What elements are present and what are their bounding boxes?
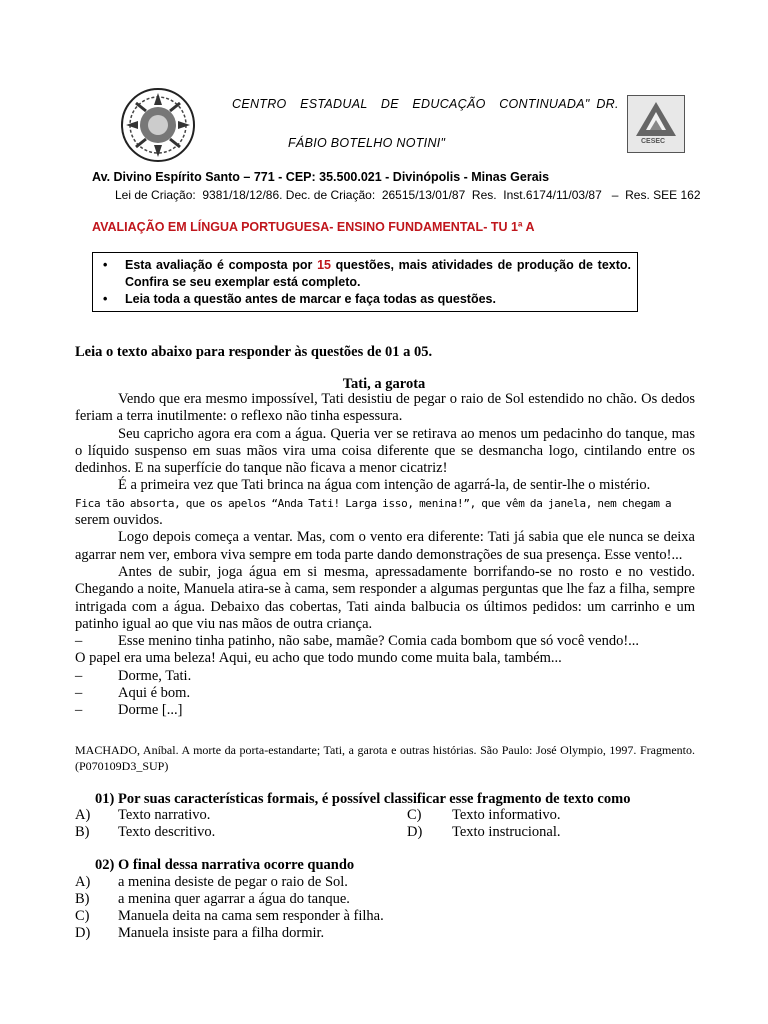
assessment-title: AVALIAÇÃO EM LÍNGUA PORTUGUESA- ENSINO FUNDAMENTAL- TU 1ª A <box>92 220 535 234</box>
dialogue-line <box>75 702 695 719</box>
bullet-icon: • <box>103 292 108 306</box>
question-01 <box>95 791 630 808</box>
question-count: 15 <box>317 258 331 272</box>
dialogue-dash: – <box>75 685 83 702</box>
story-paragraph: Antes de subir, joga água em si mesma, apressadamente borrifando-se no rosto e no vestido. Chegando a noite, Manuela atira-se à cama, sem responder a algumas perguntas que lhe faz a filha, sempre intrigada com a água. Debaixo das cobertas, Tati ainda balbucia os últimos pedidos: um carrinho e um patinho igual ao que viu nas mãos de outra criança. <box>75 563 695 632</box>
dialogue-text: Dorme, Tati. <box>118 667 192 684</box>
option-text: Texto instrucional. <box>452 824 561 840</box>
instruction-item <box>103 291 631 308</box>
story-paragraph: Seu capricho agora era com a água. Queria ver se retirava ao menos um pedacinho do tanque, mas o líquido suspenso em suas mãos vira uma coisa diferente que se desmancha logo, cintilando entre os dedinhos. E na superfície do tanque não ficava a menor cicatriz! <box>75 425 695 477</box>
institution-name-line2: FÁBIO BOTELHO NOTINI" <box>288 136 446 150</box>
institution-name-line1: CENTRO ESTADUAL DE EDUCAÇÃO CONTINUADA" DR. <box>232 97 619 111</box>
school-address: Av. Divino Espírito Santo – 771 - CEP: 35.500.021 - Divinópolis - Minas Gerais <box>92 170 550 184</box>
dialogue-text: Dorme [...] <box>118 702 183 719</box>
option-letter: B) <box>75 824 90 840</box>
story-title: Tati, a garota <box>342 376 426 392</box>
story-paragraph: Logo depois começa a ventar. Mas, com o vento era diferente: Tati já sabia que ele nunca se deixa agarrar nem ver, embora viva sempre em toda parte dando demonstrações de sua presença. Esse vento!... <box>75 529 695 563</box>
option-letter: B) <box>75 891 90 907</box>
reading-instruction: Leia o texto abaixo para responder às questões de 01 a 05. <box>75 344 433 360</box>
story-paragraph: serem ouvidos. <box>75 512 163 529</box>
dialogue-continuation: O papel era uma beleza! Aqui, eu acho que todo mundo come muita bala, também... <box>75 650 562 667</box>
story-paragraph: Vendo que era mesmo impossível, Tati desistiu de pegar o raio de Sol estendido no chão. Os dedos feriam a terra inutilmente: o reflexo não tinha espessura. <box>75 391 695 425</box>
instruction-text: Esta avaliação é composta por <box>125 258 313 272</box>
question-text: Por suas características formais, é possível classificar esse fragmento de texto como <box>117 791 631 807</box>
option-text: a menina quer agarrar a água do tanque. <box>118 891 350 907</box>
bullet-icon: • <box>103 258 108 272</box>
option-text: Texto descritivo. <box>118 824 216 840</box>
story-text <box>75 391 695 720</box>
instruction-text: Leia toda a questão antes de marcar e faça todas as questões. <box>125 292 496 306</box>
dialogue-dash: – <box>75 702 83 719</box>
cesec-logo <box>627 95 685 153</box>
dialogue-line <box>75 633 695 650</box>
creation-law: Lei de Criação: 9381/18/12/86. Dec. de Criação: 26515/13/01/87 Res. Inst.6174/11/03/87 – Res. SEE 162 <box>115 188 701 202</box>
option-letter: C) <box>407 807 422 823</box>
story-paragraph-fine-print: Fica tão absorta, que os apelos “Anda Tati! Larga isso, menina!”, que vêm da janela, nem chegam a <box>75 496 672 510</box>
option-letter: A) <box>75 874 91 890</box>
dialogue-text: Aqui é bom. <box>118 685 191 702</box>
option-letter: D) <box>75 925 91 941</box>
bibliographic-reference: MACHADO, Aníbal. A morte da porta-estandarte; Tati, a garota e outras histórias. São Paulo: José Olympio, 1997. Fragmento. (P070109D3_SUP) <box>75 743 695 773</box>
option-text: a menina desiste de pegar o raio de Sol. <box>118 874 348 890</box>
instruction-text: questões, mais atividades de produção de texto. Confira se seu exemplar está completo. <box>125 258 631 289</box>
instruction-item <box>103 257 631 291</box>
question-02 <box>95 857 354 874</box>
option-text: Texto informativo. <box>452 807 561 823</box>
dialogue-line <box>75 668 695 685</box>
dialogue-line <box>75 685 695 702</box>
option-letter: D) <box>407 824 423 840</box>
dialogue-dash: – <box>75 633 83 650</box>
dialogue-text: Esse menino tinha patinho, não sabe, mamãe? Comia cada bombom que só você vendo!... <box>118 633 640 650</box>
story-paragraph: É a primeira vez que Tati brinca na água com intenção de agarrá-la, de sentir-lhe o mistério. <box>118 477 651 494</box>
question-text: O final dessa narrativa ocorre quando <box>117 857 355 873</box>
state-seal-logo <box>118 85 198 165</box>
dialogue-dash: – <box>75 667 83 684</box>
question-number: 01) <box>95 791 115 807</box>
instructions-box <box>92 252 638 312</box>
option-text: Texto narrativo. <box>118 807 211 823</box>
option-letter: C) <box>75 908 90 924</box>
option-text: Manuela insiste para a filha dormir. <box>118 925 325 941</box>
option-letter: A) <box>75 807 91 823</box>
question-number: 02) <box>95 857 115 873</box>
cesec-logo-text: CESEC <box>641 138 666 145</box>
option-text: Manuela deita na cama sem responder à filha. <box>118 908 384 924</box>
